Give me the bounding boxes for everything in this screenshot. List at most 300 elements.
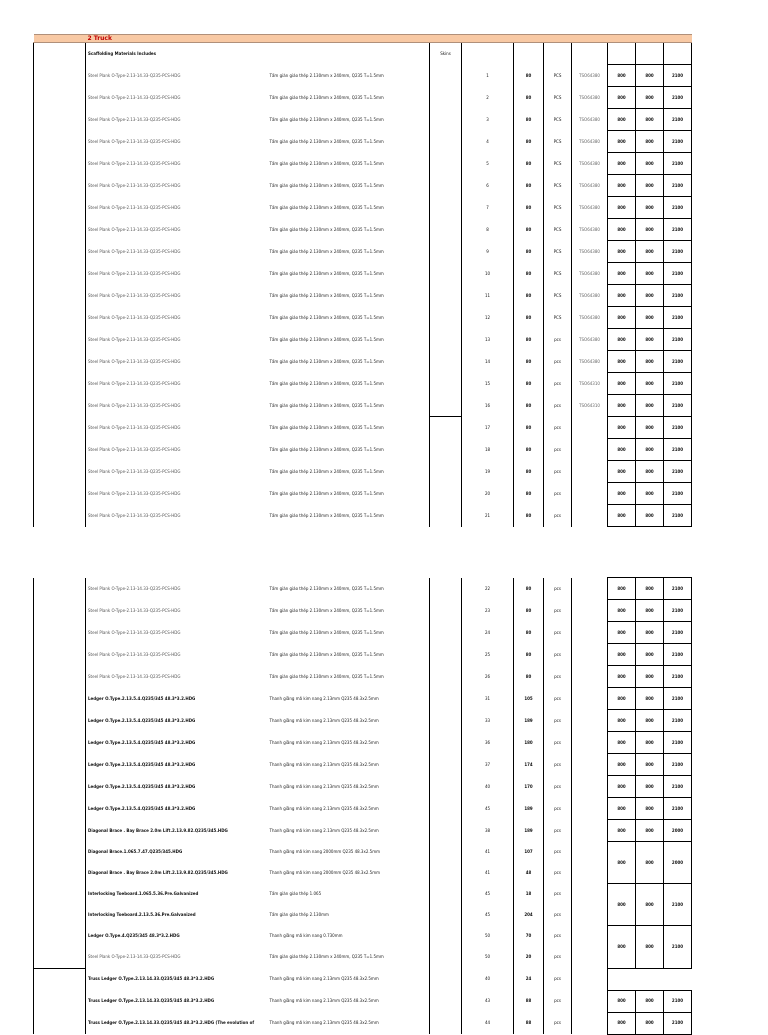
- item-code: TSO64380: [572, 109, 608, 131]
- item-unit: PCS: [544, 219, 572, 241]
- dim-width: 800: [608, 622, 636, 644]
- item-code: TSO64380: [572, 263, 608, 285]
- item-description: Ledger O.Type.2.13.5.4.Q235/345 48.3*3.2.HDG: [88, 761, 196, 767]
- item-number: 18: [462, 439, 514, 461]
- item-description: Steel Plank O-Type-2.13-14.33-Q235-PCS-HDG: [88, 94, 181, 100]
- dim-depth: 800: [636, 483, 664, 505]
- dim-depth: 800: [636, 461, 664, 483]
- item-quantity: 80: [514, 329, 544, 351]
- dim-width: 800: [608, 219, 636, 241]
- item-code: TSO64380: [572, 131, 608, 153]
- item-description-vn: Tấm giàn giáo thép 2.130mm x 240mm, Q235 T=1.5mm: [268, 666, 430, 688]
- table-row: [34, 798, 692, 820]
- dim-width: 800: [608, 820, 636, 842]
- dim-height: 2100: [664, 131, 692, 153]
- item-description-vn: Thanh giằng mã kim nang 2.13mm Q235 48.3x2.5mm: [268, 732, 430, 754]
- item-code: TSO64380: [572, 219, 608, 241]
- dim-width: 800: [608, 505, 636, 527]
- dim-depth: 800: [636, 644, 664, 666]
- table-row: [34, 990, 692, 1012]
- item-unit: pcs: [544, 622, 572, 644]
- item-description-vn: Tấm giàn giáo thép 2.130mm x 240mm, Q235 T=1.5mm: [268, 483, 430, 505]
- item-description: Steel Plank O-Type-2.13-14.33-Q235-PCS-HDG: [88, 248, 181, 254]
- item-description: Diagonal Brace . Bay Brace 2.0m Lift.2.13.9.82.Q235/345.HDG: [88, 870, 228, 875]
- skins-cell: [430, 1012, 462, 1034]
- item-unit: pcs: [544, 373, 572, 395]
- dim-height: 2100: [664, 373, 692, 395]
- item-quantity: 80: [514, 307, 544, 329]
- section-title: 2 Truck: [86, 35, 692, 43]
- item-quantity: 80: [514, 153, 544, 175]
- dim-width: 800: [608, 732, 636, 754]
- dim-width: 800: [608, 175, 636, 197]
- dim-depth: 800: [636, 263, 664, 285]
- dim-depth: 800: [636, 65, 664, 87]
- item-code: TSO64380: [572, 285, 608, 307]
- code-cell: [572, 600, 608, 622]
- table-row: [34, 666, 692, 688]
- item-quantity: 80: [514, 263, 544, 285]
- dim-height: 2100: [664, 417, 692, 439]
- code-cell: [572, 820, 608, 842]
- item-unit: pcs: [544, 505, 572, 527]
- item-description-vn: Thanh giằng mã kim nang 2000mm Q235 48.3x2.5mm: [268, 863, 430, 884]
- dim-depth: 800: [636, 926, 664, 969]
- item-description: Steel Plank O-Type-2.13-14.33-Q235-PCS-HDG: [88, 585, 181, 591]
- item-description: Steel Plank O-Type-2.13-14.33-Q235-PCS-HDG: [88, 424, 181, 430]
- dim-width: 800: [608, 710, 636, 732]
- dim-height: 2100: [664, 990, 692, 1012]
- skins-cell: [430, 990, 462, 1012]
- dim-height: 2100: [664, 776, 692, 798]
- dim-height: 2100: [664, 710, 692, 732]
- item-description-vn: Thanh giằng mã kim nang 2.13mm Q235 48.3x2.5mm: [268, 798, 430, 820]
- code-cell: [572, 688, 608, 710]
- dim-depth: 800: [636, 578, 664, 600]
- item-quantity: 189: [514, 710, 544, 732]
- item-description-vn: Tấm giàn giáo thép 2.130mm x 240mm, Q235 T=1.5mm: [268, 351, 430, 373]
- item-description-vn: Tấm giàn giáo thép 2.130mm x 240mm, Q235 T=1.5mm: [268, 175, 430, 197]
- dim-depth: 800: [636, 666, 664, 688]
- table-row: [34, 644, 692, 666]
- dim-depth: 800: [636, 710, 664, 732]
- row-spacer: [34, 926, 86, 947]
- item-unit: pcs: [544, 1012, 572, 1034]
- item-description: Steel Plank O-Type-2.13-14.33-Q235-PCS-HDG: [88, 468, 181, 474]
- item-number: 12: [462, 307, 514, 329]
- row-spacer: [34, 842, 86, 863]
- item-description: Diagonal Brace . Bay Brace 2.0m Lift.2.13.9.82.Q235/345.HDG: [88, 827, 228, 833]
- item-number: 50: [462, 926, 514, 947]
- table-row: [34, 863, 692, 884]
- item-description: Ledger O.Type.4.Q235/345 48.3*3.2.HDG: [88, 933, 180, 938]
- item-description-vn: Thanh giằng mã kim nang 2.13mm Q235 48.3x2.5mm: [268, 820, 430, 842]
- item-description: Ledger O.Type.2.13.5.4.Q235/345 48.3*3.2.HDG: [88, 717, 196, 723]
- skins-cell: [430, 754, 462, 776]
- row-spacer: [34, 578, 86, 600]
- row-spacer: [34, 884, 86, 905]
- table-row: [34, 926, 692, 947]
- item-description: Steel Plank O-Type-2.13-14.33-Q235-PCS-HDG: [88, 954, 181, 960]
- item-unit: PCS: [544, 153, 572, 175]
- item-number: 10: [462, 263, 514, 285]
- item-description-vn: Tấm giàn giáo thép 2.130mm x 240mm, Q235 T=1.5mm: [268, 417, 430, 439]
- item-description-vn: Tấm giàn giáo thép 2.130mm x 240mm, Q235 T=1.5mm: [268, 87, 430, 109]
- dim-width: 800: [608, 884, 636, 926]
- item-number: 2: [462, 87, 514, 109]
- table-row: [34, 622, 692, 644]
- item-description: Steel Plank O-Type-2.13-14.33-Q235-PCS-HDG: [88, 358, 181, 364]
- dim-width: 800: [608, 395, 636, 417]
- item-number: 20: [462, 483, 514, 505]
- table-row: [34, 732, 692, 754]
- item-unit: pcs: [544, 395, 572, 417]
- code-cell: [572, 905, 608, 926]
- item-number: 15: [462, 373, 514, 395]
- item-quantity: 80: [514, 175, 544, 197]
- dim-depth: 800: [636, 990, 664, 1012]
- dim-width: 800: [608, 483, 636, 505]
- item-unit: PCS: [544, 197, 572, 219]
- item-quantity: 174: [514, 754, 544, 776]
- item-number: 33: [462, 710, 514, 732]
- dim-height: 2100: [664, 153, 692, 175]
- item-unit: pcs: [544, 754, 572, 776]
- row-spacer: [34, 820, 86, 842]
- skins-cell: [430, 947, 462, 969]
- item-description-vn: Tấm giàn giáo thép 1.065: [268, 884, 430, 905]
- code-cell: [572, 926, 608, 947]
- item-description-vn: Thanh giằng mã kim nang 0.730mm: [268, 926, 430, 947]
- dim-width: 800: [608, 439, 636, 461]
- dim-width: 800: [608, 131, 636, 153]
- item-description: Steel Plank O-Type-2.13-14.33-Q235-PCS-HDG: [88, 380, 181, 386]
- item-quantity: 180: [514, 732, 544, 754]
- item-description: Ledger O.Type.2.13.5.4.Q235/345 48.3*3.2.HDG: [88, 739, 196, 745]
- code-cell: [572, 754, 608, 776]
- dim-depth: 800: [636, 285, 664, 307]
- item-description: Steel Plank O-Type-2.13-14.33-Q235-PCS-HDG: [88, 446, 181, 452]
- row-spacer: [34, 947, 86, 969]
- dim-height: 2100: [664, 65, 692, 87]
- row-spacer: [34, 1012, 86, 1034]
- row-spacer: [34, 754, 86, 776]
- item-quantity: 80: [514, 578, 544, 600]
- dim-width: 800: [608, 197, 636, 219]
- item-code: TSO64380: [572, 351, 608, 373]
- table-row: [34, 578, 692, 600]
- row-spacer: [34, 622, 86, 644]
- dim-width: 800: [608, 241, 636, 263]
- item-quantity: 80: [514, 197, 544, 219]
- dim-width: 800: [608, 307, 636, 329]
- item-description: Steel Plank O-Type-2.13-14.33-Q235-PCS-HDG: [88, 651, 181, 657]
- table-row: [34, 776, 692, 798]
- item-description: Truss Ledger O.Type.2.13.14.33.Q235/345 48.3*3.2.HDG (The evolution of: [88, 1020, 255, 1025]
- item-quantity: 105: [514, 688, 544, 710]
- dim-depth: 800: [636, 417, 664, 439]
- skins-cell: [430, 884, 462, 905]
- dim-height: 2100: [664, 505, 692, 527]
- item-quantity: 80: [514, 131, 544, 153]
- item-description-vn: Tấm giàn giáo thép 2.130mm x 240mm, Q235 T=1.5mm: [268, 219, 430, 241]
- item-unit: pcs: [544, 926, 572, 947]
- dim-height: 2100: [664, 622, 692, 644]
- item-quantity: 80: [514, 65, 544, 87]
- item-description: Interlocking Toeboard.1.065.5.36.Pre.Galvanized: [88, 891, 199, 896]
- row-spacer: [34, 905, 86, 926]
- table-row: [34, 688, 692, 710]
- item-unit: pcs: [544, 461, 572, 483]
- item-number: 41: [462, 863, 514, 884]
- dim-depth: 800: [636, 505, 664, 527]
- item-number: 3: [462, 109, 514, 131]
- item-number: 9: [462, 241, 514, 263]
- code-cell: [572, 947, 608, 969]
- table-row: [34, 754, 692, 776]
- item-quantity: 80: [514, 600, 544, 622]
- item-description-vn: Thanh giằng mã kim nang 2.13mm Q235 48.3x2.5mm: [268, 776, 430, 798]
- item-description-vn: Tấm giàn giáo thép 2.130mm x 240mm, Q235 T=1.5mm: [268, 622, 430, 644]
- item-description-vn: Tấm giàn giáo thép 2.130mm x 240mm, Q235 T=1.5mm: [268, 373, 430, 395]
- item-description-vn: Thanh giằng mã kim nang 2.13mm Q235 48.3x2.5mm: [268, 754, 430, 776]
- skins-cell: [430, 732, 462, 754]
- item-unit: pcs: [544, 417, 572, 439]
- row-spacer: [34, 688, 86, 710]
- item-description: Steel Plank O-Type-2.13-14.33-Q235-PCS-HDG: [88, 138, 181, 144]
- row-spacer: [34, 666, 86, 688]
- dim-width: 800: [608, 417, 636, 439]
- item-quantity: 80: [514, 644, 544, 666]
- group-heading: Scaffolding Materials Includes: [88, 50, 157, 56]
- item-description: Truss Ledger O.Type.2.13.14.33.Q235/345 48.3*3.2.HDG: [88, 976, 215, 981]
- item-unit: PCS: [544, 65, 572, 87]
- dim-depth: 800: [636, 732, 664, 754]
- item-number: 1: [462, 65, 514, 87]
- dim-depth: 800: [636, 842, 664, 884]
- item-description: Steel Plank O-Type-2.13-14.33-Q235-PCS-HDG: [88, 204, 181, 210]
- dim-width: 800: [608, 461, 636, 483]
- dim-depth: 800: [636, 622, 664, 644]
- dim-height: 2100: [664, 884, 692, 926]
- item-description-vn: Thanh giằng mã kim nang 2.13mm Q235 48.3x2.5mm: [268, 1012, 430, 1034]
- dim-height: 2100: [664, 461, 692, 483]
- item-unit: pcs: [544, 968, 572, 990]
- dim-height: 2100: [664, 285, 692, 307]
- item-code: TSO64380: [572, 65, 608, 87]
- item-quantity: 18: [514, 884, 544, 905]
- item-description: Steel Plank O-Type-2.13-14.33-Q235-PCS-HDG: [88, 292, 181, 298]
- item-quantity: 80: [514, 417, 544, 439]
- table-row: [34, 710, 692, 732]
- item-description: Ledger O.Type.2.13.5.4.Q235/345 48.3*3.2.HDG: [88, 695, 196, 701]
- dim-blank: [636, 968, 664, 990]
- item-number: 40: [462, 968, 514, 990]
- item-description-vn: Tấm giàn giáo thép 2.130mm x 240mm, Q235 T=1.5mm: [268, 329, 430, 351]
- dim-depth: 800: [636, 241, 664, 263]
- dim-height: 2100: [664, 578, 692, 600]
- item-quantity: 189: [514, 798, 544, 820]
- dim-height: 2100: [664, 197, 692, 219]
- item-description: Ledger O.Type.2.13.5.4.Q235/345 48.3*3.2.HDG: [88, 783, 196, 789]
- item-number: 21: [462, 505, 514, 527]
- item-number: 17: [462, 417, 514, 439]
- skins-cell: [430, 926, 462, 947]
- row-spacer: [34, 710, 86, 732]
- item-number: 25: [462, 644, 514, 666]
- dim-width: 800: [608, 842, 636, 884]
- code-cell: [572, 842, 608, 863]
- item-description: Ledger O.Type.2.13.5.4.Q235/345 48.3*3.2.HDG: [88, 805, 196, 811]
- item-quantity: 20: [514, 947, 544, 969]
- table-row: [34, 947, 692, 969]
- dim-depth: 800: [636, 175, 664, 197]
- dim-depth: 800: [636, 87, 664, 109]
- dim-height: 2100: [664, 483, 692, 505]
- dim-width: 800: [608, 644, 636, 666]
- skins-cell: [430, 710, 462, 732]
- code-cell: [572, 1012, 608, 1034]
- dim-height: 2100: [664, 926, 692, 969]
- dim-depth: 800: [636, 439, 664, 461]
- item-quantity: 107: [514, 842, 544, 863]
- dim-height: 2100: [664, 307, 692, 329]
- item-quantity: 80: [514, 395, 544, 417]
- item-description-vn: Tấm giàn giáo thép 2.130mm x 240mm, Q235 T=1.5mm: [268, 578, 430, 600]
- dim-depth: 800: [636, 1012, 664, 1034]
- dim-depth: 800: [636, 351, 664, 373]
- dim-depth: 800: [636, 754, 664, 776]
- item-description: Steel Plank O-Type-2.13-14.33-Q235-PCS-HDG: [88, 72, 181, 78]
- item-description-vn: Tấm giàn giáo thép 2.130mm x 240mm, Q235 T=1.5mm: [268, 439, 430, 461]
- item-number: 23: [462, 600, 514, 622]
- code-cell: [572, 622, 608, 644]
- item-description-vn: Tấm giàn giáo thép 2.130mm x 240mm, Q235 T=1.5mm: [268, 109, 430, 131]
- item-description: Steel Plank O-Type-2.13-14.33-Q235-PCS-HDG: [88, 607, 181, 613]
- item-unit: pcs: [544, 710, 572, 732]
- item-unit: pcs: [544, 905, 572, 926]
- item-description-vn: Tấm giàn giáo thép 2.130mm x 240mm, Q235 T=1.5mm: [268, 241, 430, 263]
- item-number: 50: [462, 947, 514, 969]
- dim-depth: 800: [636, 307, 664, 329]
- item-unit: pcs: [544, 820, 572, 842]
- dim-depth: 800: [636, 798, 664, 820]
- row-spacer: [34, 644, 86, 666]
- item-unit: PCS: [544, 241, 572, 263]
- item-number: 6: [462, 175, 514, 197]
- dim-height: 2100: [664, 329, 692, 351]
- row-spacer: [34, 990, 86, 1012]
- dim-depth: 800: [636, 884, 664, 926]
- dim-depth: 800: [636, 395, 664, 417]
- skins-cell: [430, 820, 462, 842]
- code-cell: [572, 798, 608, 820]
- item-unit: pcs: [544, 842, 572, 863]
- dim-height: 2100: [664, 439, 692, 461]
- dim-width: 800: [608, 776, 636, 798]
- item-code: TSO64380: [572, 197, 608, 219]
- dim-height: 2100: [664, 87, 692, 109]
- item-unit: PCS: [544, 263, 572, 285]
- dim-height: 2100: [664, 754, 692, 776]
- item-quantity: 80: [514, 622, 544, 644]
- dim-height: 2100: [664, 109, 692, 131]
- dim-width: 800: [608, 754, 636, 776]
- item-description: Steel Plank O-Type-2.13-14.33-Q235-PCS-HDG: [88, 160, 181, 166]
- item-quantity: 48: [514, 863, 544, 884]
- dim-height: 2100: [664, 688, 692, 710]
- item-quantity: 80: [514, 483, 544, 505]
- row-spacer: [34, 732, 86, 754]
- skins-cell: [430, 968, 462, 990]
- table-row: [34, 842, 692, 863]
- item-quantity: 80: [514, 285, 544, 307]
- item-description-vn: Tấm giàn giáo thép 2.130mm x 240mm, Q235 T=1.5mm: [268, 285, 430, 307]
- table-row: [34, 1012, 692, 1034]
- dim-depth: 800: [636, 688, 664, 710]
- dim-height: 2100: [664, 219, 692, 241]
- item-description-vn: Tấm giàn giáo thép 2.130mm x 240mm, Q235 T=1.5mm: [268, 263, 430, 285]
- dim-width: 800: [608, 578, 636, 600]
- dim-height: 2000: [664, 820, 692, 842]
- dim-depth: 800: [636, 373, 664, 395]
- item-number: 13: [462, 329, 514, 351]
- item-description-vn: Tấm giàn giáo thép 2.130mm x 240mm, Q235 T=1.5mm: [268, 461, 430, 483]
- dim-width: 800: [608, 990, 636, 1012]
- item-unit: pcs: [544, 578, 572, 600]
- item-quantity: 80: [514, 351, 544, 373]
- item-code: TSO64380: [572, 307, 608, 329]
- dim-depth: 800: [636, 153, 664, 175]
- dim-width: 800: [608, 1012, 636, 1034]
- dim-height: 2100: [664, 732, 692, 754]
- dim-depth: 800: [636, 600, 664, 622]
- item-quantity: 80: [514, 87, 544, 109]
- skins-cell: [430, 776, 462, 798]
- item-description: Steel Plank O-Type-2.13-14.33-Q235-PCS-HDG: [88, 512, 181, 518]
- item-quantity: 80: [514, 439, 544, 461]
- dim-width: 800: [608, 87, 636, 109]
- item-unit: pcs: [544, 990, 572, 1012]
- item-number: 41: [462, 842, 514, 863]
- item-description: Steel Plank O-Type-2.13-14.33-Q235-PCS-HDG: [88, 116, 181, 122]
- dim-width: 800: [608, 600, 636, 622]
- skins-cell: [430, 578, 462, 600]
- item-number: 36: [462, 732, 514, 754]
- dim-height: 2100: [664, 1012, 692, 1034]
- item-number: 22: [462, 578, 514, 600]
- item-number: 44: [462, 1012, 514, 1034]
- dim-depth: 800: [636, 329, 664, 351]
- item-unit: PCS: [544, 131, 572, 153]
- item-unit: pcs: [544, 329, 572, 351]
- table-row: [34, 968, 692, 990]
- item-code: TSO64380: [572, 153, 608, 175]
- code-cell: [572, 710, 608, 732]
- item-quantity: 80: [514, 373, 544, 395]
- row-spacer: [34, 968, 86, 990]
- skins-cell: [430, 905, 462, 926]
- item-unit: pcs: [544, 600, 572, 622]
- item-code: TSO64380: [572, 329, 608, 351]
- item-description: Steel Plank O-Type-2.13-14.33-Q235-PCS-HDG: [88, 673, 181, 679]
- item-description-vn: Tấm giàn giáo thép 2.130mm x 240mm, Q235 T=1.5mm: [268, 65, 430, 87]
- item-description-vn: Tấm giàn giáo thép 2.130mm x 240mm, Q235 T=1.5mm: [268, 131, 430, 153]
- item-description: Steel Plank O-Type-2.13-14.33-Q235-PCS-HDG: [88, 182, 181, 188]
- dim-height: 2100: [664, 600, 692, 622]
- item-description-vn: Tấm giàn giáo thép 2.130mm x 240mm, Q235 T=1.5mm: [268, 197, 430, 219]
- dim-blank: [664, 968, 692, 990]
